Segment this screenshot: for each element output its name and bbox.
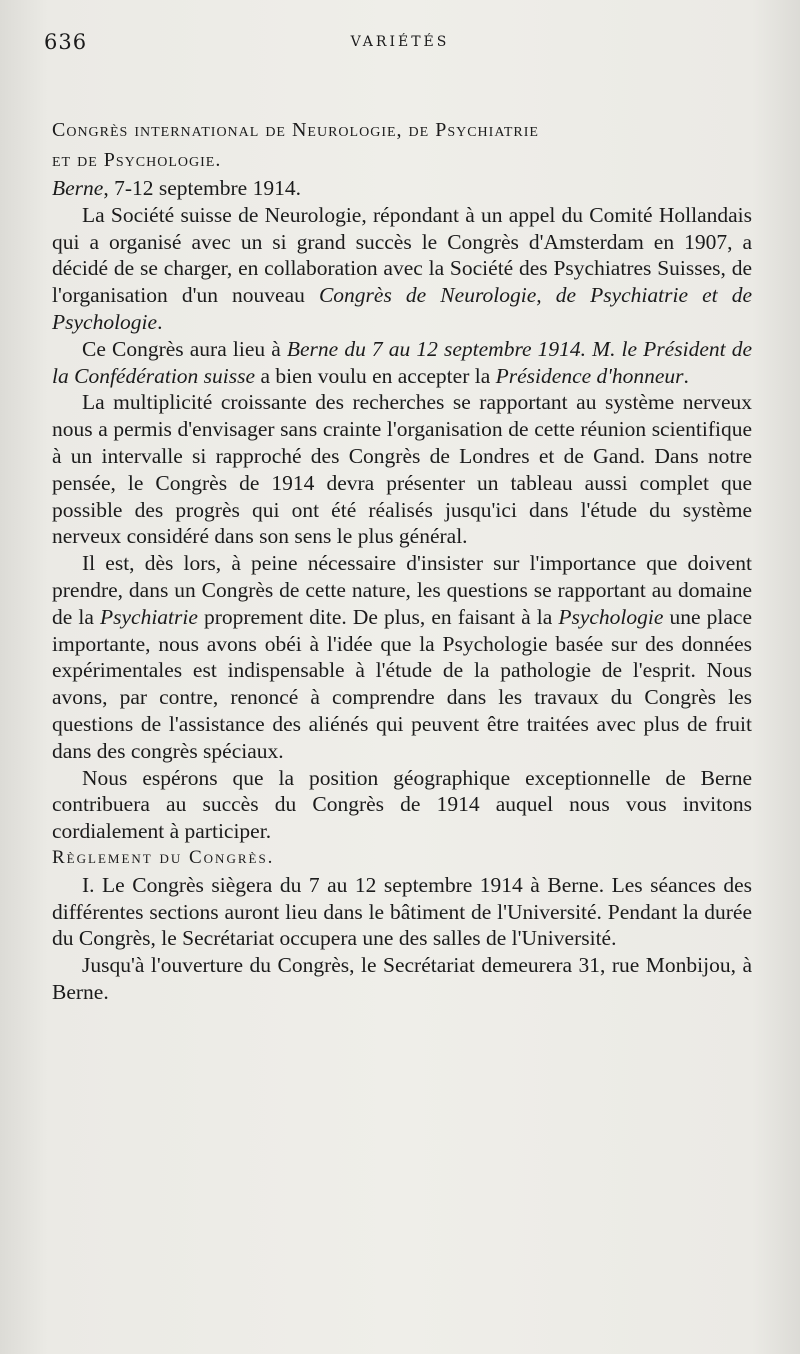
paragraph-2-text: Ce Congrès aura lieu à (82, 336, 287, 361)
paragraph-5: Nous espérons que la position géographique exceptionnelle de Berne contribuera au succès du Congrès de 1914 auquel nous vous invitons cordialement à participer. (52, 765, 752, 844)
title-line-2: et de Psychologie. (52, 149, 222, 171)
dateline-date: , 7-12 septembre 1914. (103, 176, 301, 200)
paragraph-1 (52, 202, 752, 336)
reglement-paragraph-2: Jusqu'à l'ouverture du Congrès, le Secrétariat demeurera 31, rue Monbijou, à Berne. (52, 953, 752, 1004)
page-number: 636 (44, 30, 88, 54)
paragraph-3: La multiplicité croissante des recherches se rapportant au système nerveux nous a permis d'envisager sans crainte l'organisation de cette réunion scientifique à un intervalle si rapproché des Congrès de Londres et de Gand. Dans notre pensée, le Congrès de 1914 devra présenter un tableau aussi complet que possible des progrès qui ont été réalisés jusqu'ici dans l'étude du système nerveux considéré dans son sens le plus général. (52, 390, 752, 549)
paragraph-4-text-c: une place importante, nous avons obéi à l'idée que la Psychologie basée sur des données expérimentales est indispensable à l'étude de la pathologie de l'esprit. Nous avons, par contre, renoncé à comprendre dans les travaux du Congrès les questions de l'assistance des aliénés qui peuvent être traitées avec plus de fruit dans des congrès spéciaux. (52, 604, 752, 763)
article-title (52, 115, 752, 175)
reglement-title: Règlement du Congrès. (52, 846, 275, 868)
dateline (52, 175, 752, 202)
title-line-1: Congrès international de Neurologie, de Psychiatrie (52, 119, 539, 141)
paragraph-1-text: La Société suisse de Neurologie, répondant à un appel du Comité Hollandais qui a organisé avec un si grand succès le Congrès d'Amsterdam en 1907, a décidé de se charger, en collaboration avec la Société des Psychiatres Suisses, de l'organisation d'un nouveau (52, 202, 752, 308)
paragraph-4-text-b: proprement dite. De plus, en faisant à la (197, 604, 559, 629)
paragraph-2-presidence: Présidence d'honneur (495, 363, 684, 388)
paragraph-4-psychiatrie: Psychiatrie (99, 604, 198, 629)
paragraph-4 (52, 550, 752, 764)
paragraph-4-text: Il est, dès lors, à peine nécessaire d'insister sur l'importance que doivent prendre, dans un Congrès de cette nature, les questions se rapportant au domaine de la (52, 551, 752, 629)
page-header (44, 30, 756, 62)
reglement-article-1: I. Le Congrès siègera du 7 au 12 septembre 1914 à Berne. Les séances des différentes sections auront lieu dans le bâtiment de l'Université. Pendant la durée du Congrès, le Secrétariat occupera une des salles de l'Université. (52, 872, 752, 951)
paragraph-2-date-president: Berne du 7 au 12 septembre 1914. M. le Président de la Confédération suisse (52, 336, 752, 388)
article-body (52, 115, 752, 1006)
paragraph-1-congress-name: Congrès de Neurologie, de Psychiatrie et de Psychologie (52, 283, 752, 334)
running-head: VARIÉTÉS (350, 34, 450, 50)
paragraph-2 (52, 336, 752, 390)
paragraph-2-text-b: a bien voulu en accepter la (255, 363, 496, 388)
paragraph-4-psychologie: Psychologie (558, 604, 664, 629)
paragraph-2-end: . (683, 363, 689, 388)
paragraph-1-end: . (157, 309, 163, 334)
dateline-place: Berne (52, 176, 104, 200)
